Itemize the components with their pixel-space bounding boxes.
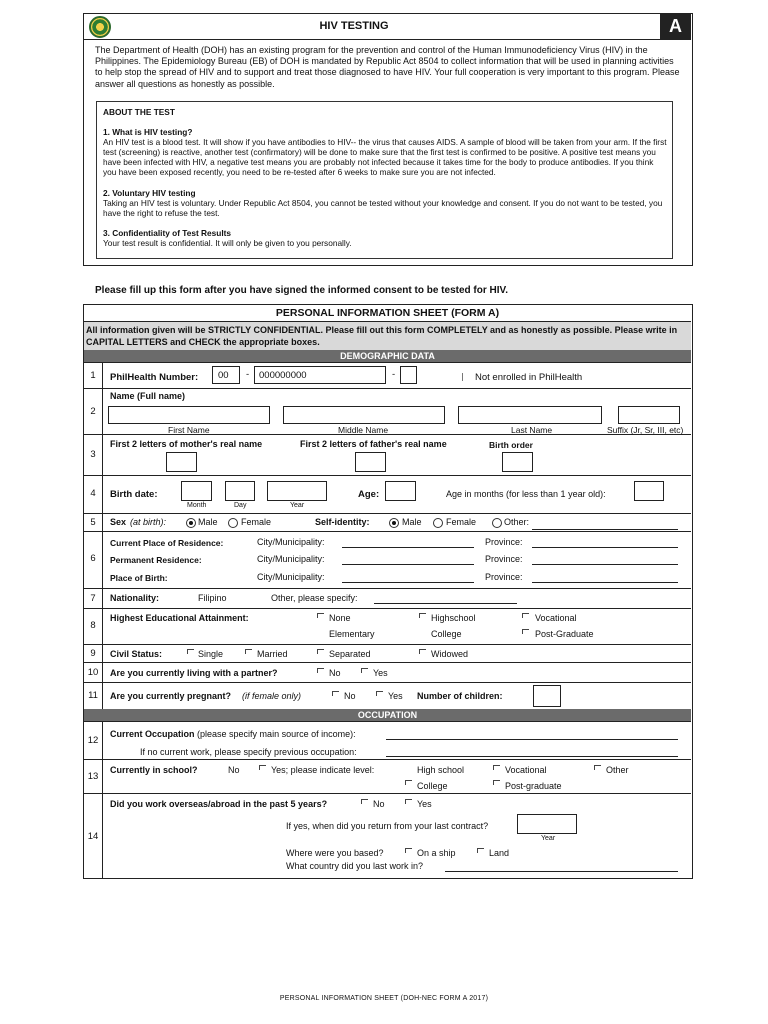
- philhealth-dash: -: [246, 369, 250, 380]
- civil-separated-label: Separated: [329, 649, 371, 659]
- education-postgrad-label: Post-Graduate: [535, 629, 594, 639]
- school-college-label: College: [417, 781, 448, 791]
- civil-widowed-label: Widowed: [431, 649, 469, 659]
- form-instructions: All information given will be STRICTLY CONFIDENTIAL. Please fill out this form COMPLETELY and as honestly as possible. Please write in CAPITAL LETTERS and CHECK the appropriate boxes.: [84, 321, 691, 350]
- pregnant-no-label: No: [344, 691, 356, 701]
- partner-no-checkbox[interactable]: [317, 668, 324, 673]
- demographic-data-header: DEMOGRAPHIC DATA: [84, 350, 691, 362]
- birth-month-input[interactable]: [181, 481, 212, 501]
- pregnant-yes-label: Yes: [388, 691, 403, 701]
- city-label: City/Municipality:: [257, 572, 325, 582]
- row-number: 4: [84, 476, 103, 513]
- middle-name-caption: Middle Name: [338, 425, 389, 435]
- overseas-no-checkbox[interactable]: [361, 799, 368, 804]
- country-field[interactable]: [445, 871, 678, 872]
- row-school: [84, 759, 691, 793]
- children-input[interactable]: [533, 685, 561, 707]
- row-occupation: [84, 721, 691, 759]
- age-months-label: Age in months (for less than 1 year old):: [446, 489, 606, 499]
- father-initials-input[interactable]: [355, 452, 386, 472]
- birth-order-label: Birth order: [489, 440, 533, 450]
- form-letter-badge: A: [660, 13, 691, 39]
- school-postgrad-checkbox[interactable]: [493, 780, 500, 785]
- philhealth-dash: -: [392, 369, 396, 380]
- province-label: Province:: [485, 572, 523, 582]
- about-the-test-box: [96, 101, 673, 259]
- fill-instruction: Please fill up this form after you have signed the informed consent to be tested for HIV.: [95, 285, 509, 296]
- based-land-label: Land: [489, 848, 510, 858]
- return-year-input[interactable]: [517, 814, 577, 834]
- suffix-caption: Suffix (Jr, Sr, III, etc): [607, 425, 684, 435]
- row-residence: [84, 531, 691, 588]
- school-postgrad-label: Post-graduate: [505, 781, 562, 791]
- sex-note: (at birth):: [130, 517, 167, 527]
- philhealth-part1-input[interactable]: 00: [212, 366, 240, 384]
- sex-male-radio[interactable]: [186, 518, 196, 528]
- education-vocational-checkbox[interactable]: [522, 613, 529, 618]
- birth-province-field[interactable]: [532, 582, 678, 583]
- row-sex: [84, 513, 691, 531]
- education-highschool-label: Highschool: [431, 613, 476, 623]
- sex-female-radio[interactable]: [228, 518, 238, 528]
- school-vocational-label: Vocational: [505, 765, 547, 775]
- education-postgrad-checkbox[interactable]: [522, 629, 529, 634]
- civil-married-label: Married: [257, 649, 288, 659]
- city-label: City/Municipality:: [257, 554, 325, 564]
- country-label: What country did you last work in?: [286, 861, 424, 871]
- education-elementary-label[interactable]: Elementary: [329, 629, 375, 639]
- overseas-no-label: No: [373, 799, 385, 809]
- identity-male-label: Male: [402, 517, 422, 527]
- not-enrolled-label: Not enrolled in PhilHealth: [475, 372, 583, 383]
- age-label: Age:: [358, 489, 380, 500]
- pregnant-note: (if female only): [242, 691, 302, 701]
- identity-other-field[interactable]: [532, 529, 678, 530]
- self-identity-label: Self-identity:: [315, 517, 370, 527]
- month-caption: Month: [187, 502, 207, 509]
- school-yes-checkbox[interactable]: [259, 765, 266, 770]
- identity-female-radio[interactable]: [433, 518, 443, 528]
- page-title: HIV TESTING: [319, 20, 389, 32]
- education-label: Highest Educational Attainment:: [110, 613, 249, 623]
- q2-body: Taking an HIV test is voluntary. Under Republic Act 8504, you cannot be tested without your knowledge and consent. If you do not want to be tested, you have the right to refuse the test.: [103, 198, 663, 218]
- row-number: 8: [84, 609, 103, 644]
- row-parent-initials: [84, 434, 691, 475]
- school-college-checkbox[interactable]: [405, 780, 412, 785]
- return-label: If yes, when did you return from your last contract?: [286, 821, 489, 831]
- permanent-province-field[interactable]: [532, 564, 678, 565]
- sex-label: Sex: [110, 517, 127, 527]
- permanent-city-field[interactable]: [342, 564, 474, 565]
- row-number: 2: [84, 389, 103, 434]
- school-vocational-checkbox[interactable]: [493, 765, 500, 770]
- place-of-birth-label: Place of Birth:: [110, 573, 168, 583]
- nationality-other-field[interactable]: [374, 603, 517, 604]
- q1-body: An HIV test is a blood test. It will show if you have antibodies to HIV-- the virus that causes AIDS. A sample of blood will be taken from your arm. If the first test (screening) is reactive, another test (confirmatory) will be done to make sure that the first test is confirmed to be positive. A positive test means you have been infected with HIV, a negative test means you are probably not infected because it takes time for the body to produce antibodies. If you think you have been exposed recently, you need to be re-tested after 6 weeks to make sure you are not infected.: [103, 137, 667, 177]
- row-number: 3: [84, 435, 103, 475]
- partner-yes-label: Yes: [373, 668, 388, 678]
- based-label: Where were you based?: [286, 848, 384, 858]
- identity-female-label: Female: [446, 517, 477, 527]
- current-city-field[interactable]: [342, 547, 474, 548]
- civil-status-label: Civil Status:: [110, 649, 163, 659]
- row-civil-status: [84, 644, 691, 662]
- personal-information-form: [83, 304, 693, 879]
- based-land-checkbox[interactable]: [477, 848, 484, 853]
- in-school-label: Currently in school?: [110, 765, 198, 775]
- civil-single-label: Single: [198, 649, 224, 659]
- city-label: City/Municipality:: [257, 537, 325, 547]
- occupation-field[interactable]: [386, 739, 678, 740]
- not-enrolled-checkbox[interactable]: [462, 373, 463, 381]
- overseas-yes-label: Yes: [417, 799, 432, 809]
- row-birth-date: [84, 475, 691, 513]
- page-footer: PERSONAL INFORMATION SHEET (DOH-NEC FORM A 2017): [279, 995, 489, 1002]
- nationality-label: Nationality:: [110, 593, 160, 603]
- return-year-caption: Year: [541, 835, 556, 842]
- row-overseas: [84, 793, 691, 879]
- row-philhealth: [84, 362, 691, 388]
- day-caption: Day: [234, 502, 247, 509]
- row-number: 5: [84, 514, 103, 531]
- school-other-label: Other: [606, 765, 629, 775]
- intro-paragraph: The Department of Health (DOH) has an existing program for the prevention and control of the Human Immunodeficiency Virus (HIV) in the Philippines. The Epidemiology Bureau (EB) of DOH is mandated by Republic Act 8504 to collect information that will be used in planning activities to help stop the spread of HIV and to support and treat those diagnosed to have HIV. Your full cooperation is very important to this program. Please answer all questions as honestly as possible.: [95, 45, 680, 89]
- suffix-input[interactable]: [618, 406, 680, 424]
- info-header: [84, 14, 691, 40]
- first-name-caption: First Name: [168, 425, 210, 435]
- sex-female-label: Female: [241, 517, 272, 527]
- occupation-note: (please specify main source of income):: [197, 729, 356, 739]
- civil-widowed-checkbox[interactable]: [419, 649, 426, 654]
- middle-name-input[interactable]: [283, 406, 445, 424]
- mother-initials-input[interactable]: [166, 452, 197, 472]
- previous-occupation-field[interactable]: [386, 756, 678, 757]
- philhealth-label: PhilHealth Number:: [110, 372, 199, 383]
- education-highschool-checkbox[interactable]: [419, 613, 426, 618]
- about-title: ABOUT THE TEST: [103, 107, 175, 117]
- form-title: PERSONAL INFORMATION SHEET (FORM A): [275, 307, 500, 319]
- row-number: 1: [84, 363, 103, 388]
- pregnant-yes-checkbox[interactable]: [376, 691, 383, 696]
- philhealth-part2-input[interactable]: 000000000: [254, 366, 386, 384]
- nationality-filipino[interactable]: Filipino: [198, 593, 227, 603]
- school-highschool-label[interactable]: High school: [417, 765, 465, 775]
- birth-year-input[interactable]: [267, 481, 327, 501]
- q3-body: Your test result is confidential. It will only be given to you personally.: [103, 238, 352, 248]
- mother-initials-label: First 2 letters of mother's real name: [110, 439, 263, 449]
- permanent-residence-label: Permanent Residence:: [110, 555, 202, 565]
- age-months-input[interactable]: [634, 481, 664, 501]
- row-number: 11: [84, 683, 103, 709]
- province-label: Province:: [485, 554, 523, 564]
- civil-separated-checkbox[interactable]: [317, 649, 324, 654]
- overseas-yes-checkbox[interactable]: [405, 799, 412, 804]
- birth-date-label: Birth date:: [110, 489, 158, 500]
- birth-day-input[interactable]: [225, 481, 255, 501]
- current-province-field[interactable]: [532, 547, 678, 548]
- birth-city-field[interactable]: [342, 582, 474, 583]
- sex-male-label: Male: [198, 517, 218, 527]
- based-ship-label: On a ship: [417, 848, 456, 858]
- row-nationality: [84, 588, 691, 608]
- year-caption: Year: [290, 502, 305, 509]
- age-input[interactable]: [385, 481, 416, 501]
- education-none-checkbox[interactable]: [317, 613, 324, 618]
- education-college-label[interactable]: College: [431, 629, 462, 639]
- identity-other-label: Other:: [504, 517, 530, 527]
- identity-male-radio[interactable]: [389, 518, 399, 528]
- school-no-label[interactable]: No: [228, 765, 240, 775]
- father-initials-label: First 2 letters of father's real name: [300, 439, 447, 449]
- q3-title: 3. Confidentiality of Test Results: [103, 228, 232, 238]
- nationality-other-label: Other, please specify:: [271, 593, 358, 603]
- overseas-label: Did you work overseas/abroad in the past 5 years?: [110, 799, 328, 809]
- last-name-input[interactable]: [458, 406, 602, 424]
- occupation-label: Current Occupation: [110, 729, 195, 739]
- occupation-label-group: [110, 729, 356, 740]
- philhealth-part3-input[interactable]: [400, 366, 417, 384]
- occupation-header: OCCUPATION: [84, 709, 691, 721]
- based-ship-checkbox[interactable]: [405, 848, 412, 853]
- row-partner: [84, 662, 691, 682]
- name-label: Name (Full name): [110, 391, 186, 401]
- school-other-checkbox[interactable]: [594, 765, 601, 770]
- q2-title: 2. Voluntary HIV testing: [103, 188, 196, 198]
- row-name: [84, 388, 691, 434]
- school-yes-label: Yes; please indicate level:: [271, 765, 375, 775]
- row-number: 14: [84, 794, 103, 879]
- row-pregnant: [84, 682, 691, 709]
- partner-no-label: No: [329, 668, 341, 678]
- education-vocational-label: Vocational: [535, 613, 577, 623]
- current-residence-label: Current Place of Residence:: [110, 538, 224, 548]
- pregnant-label: Are you currently pregnant?: [110, 691, 232, 701]
- row-number: 7: [84, 589, 103, 608]
- row-number: 10: [84, 663, 103, 682]
- row-number: 6: [84, 532, 103, 588]
- row-number: 12: [84, 722, 103, 759]
- q1-title: 1. What is HIV testing?: [103, 127, 193, 137]
- civil-married-checkbox[interactable]: [245, 649, 252, 654]
- pregnant-no-checkbox[interactable]: [332, 691, 339, 696]
- children-label: Number of children:: [417, 691, 503, 701]
- birth-order-input[interactable]: [502, 452, 533, 472]
- identity-other-radio[interactable]: [492, 518, 502, 528]
- partner-label: Are you currently living with a partner?: [110, 668, 278, 678]
- partner-yes-checkbox[interactable]: [361, 668, 368, 673]
- province-label: Province:: [485, 537, 523, 547]
- education-none-label: None: [329, 613, 351, 623]
- last-name-caption: Last Name: [511, 425, 553, 435]
- previous-occupation-label: If no current work, please specify previous occupation:: [140, 747, 357, 757]
- first-name-input[interactable]: [108, 406, 270, 424]
- hiv-testing-info-box: [83, 13, 693, 266]
- row-number: 13: [84, 760, 103, 793]
- row-number: 9: [84, 645, 103, 662]
- civil-single-checkbox[interactable]: [187, 649, 194, 654]
- row-education: [84, 608, 691, 644]
